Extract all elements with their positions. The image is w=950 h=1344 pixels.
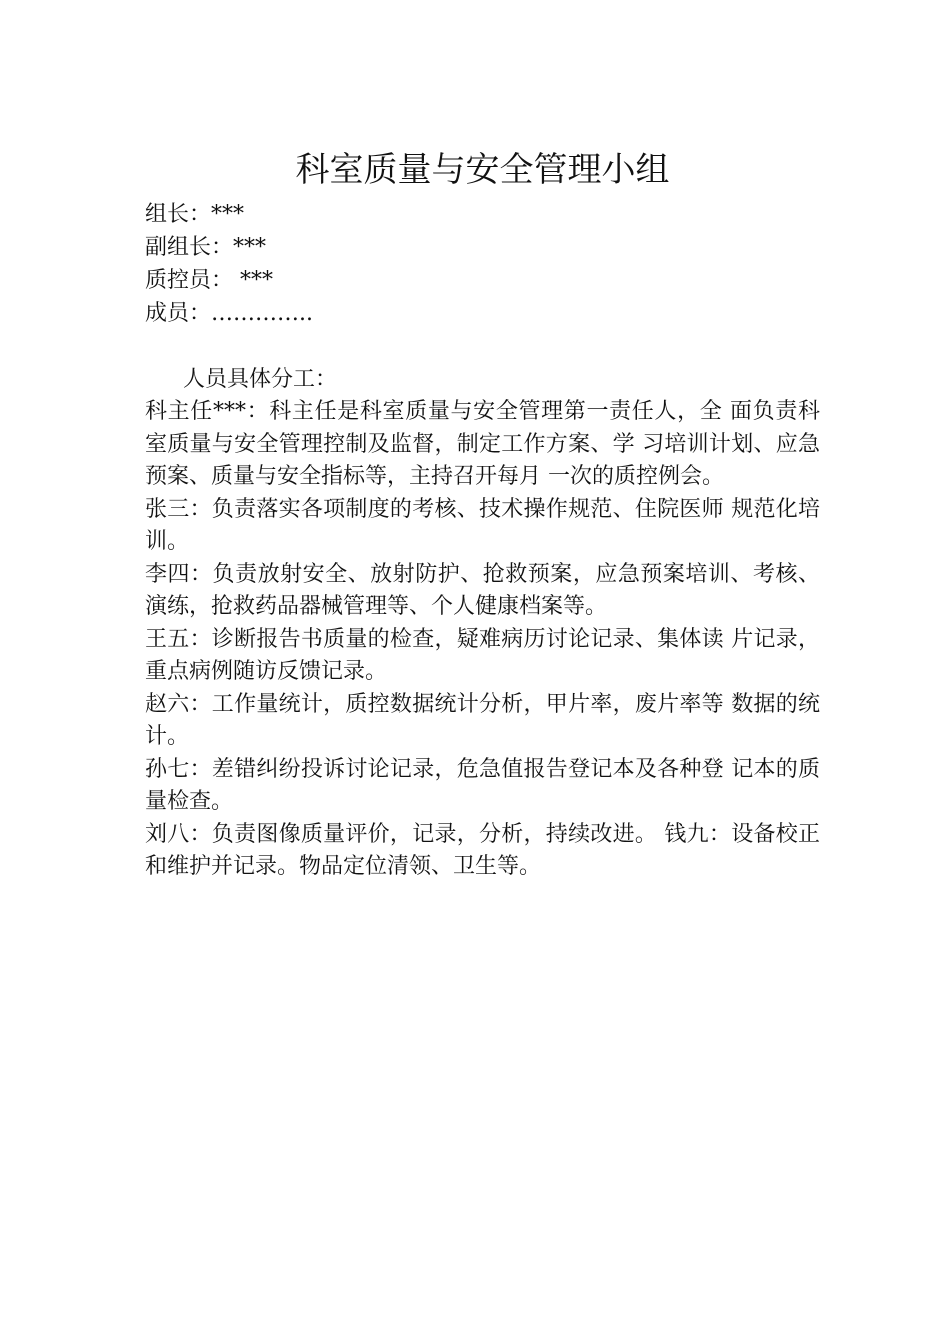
duty-paragraph-zhangsan: 张三：负责落实各项制度的考核、技术操作规范、住院医师 规范化培训。 — [145, 496, 820, 554]
blank-line — [145, 330, 820, 363]
deputy-leader-line: 副组长：*** — [145, 235, 267, 260]
quality-controller-line: 质控员： *** — [145, 268, 273, 293]
duty-paragraph-liuba: 刘八：负责图像质量评价，记录，分析，持续改进。 钱九：设备校正和维护并记录。物品定位清领、卫生等。 — [145, 821, 820, 879]
duty-paragraph-sunqi: 孙七：差错纠纷投诉讨论记录，危急值报告登记本及各种登 记本的质量检查。 — [145, 756, 820, 814]
duty-paragraph-lisi: 李四：负责放射安全、放射防护、抢救预案，应急预案培训、考核、演练，抢救药品器械管理等、个人健康档案等。 — [145, 561, 820, 619]
document-body — [145, 148, 820, 884]
section-heading: 人员具体分工： — [183, 367, 338, 392]
members-line: 成员：………….. — [145, 301, 313, 326]
duty-paragraph-zhaoliu: 赵六：工作量统计，质控数据统计分析，甲片率，废片率等 数据的统计。 — [145, 691, 820, 749]
group-leader-line: 组长：*** — [145, 202, 245, 227]
document-title: 科室质量与安全管理小组 — [295, 150, 670, 190]
duty-paragraph-wangwu: 王五：诊断报告书质量的检查，疑难病历讨论记录、集体读 片记录，重点病例随访反馈记录。 — [145, 626, 820, 684]
duty-paragraph-director: 科主任***：科主任是科室质量与安全管理第一责任人，全 面负责科室质量与安全管理控制及监督，制定工作方案、学 习培训计划、应急预案、质量与安全指标等，主持召开每月 一次的质控例会。 — [145, 399, 820, 489]
